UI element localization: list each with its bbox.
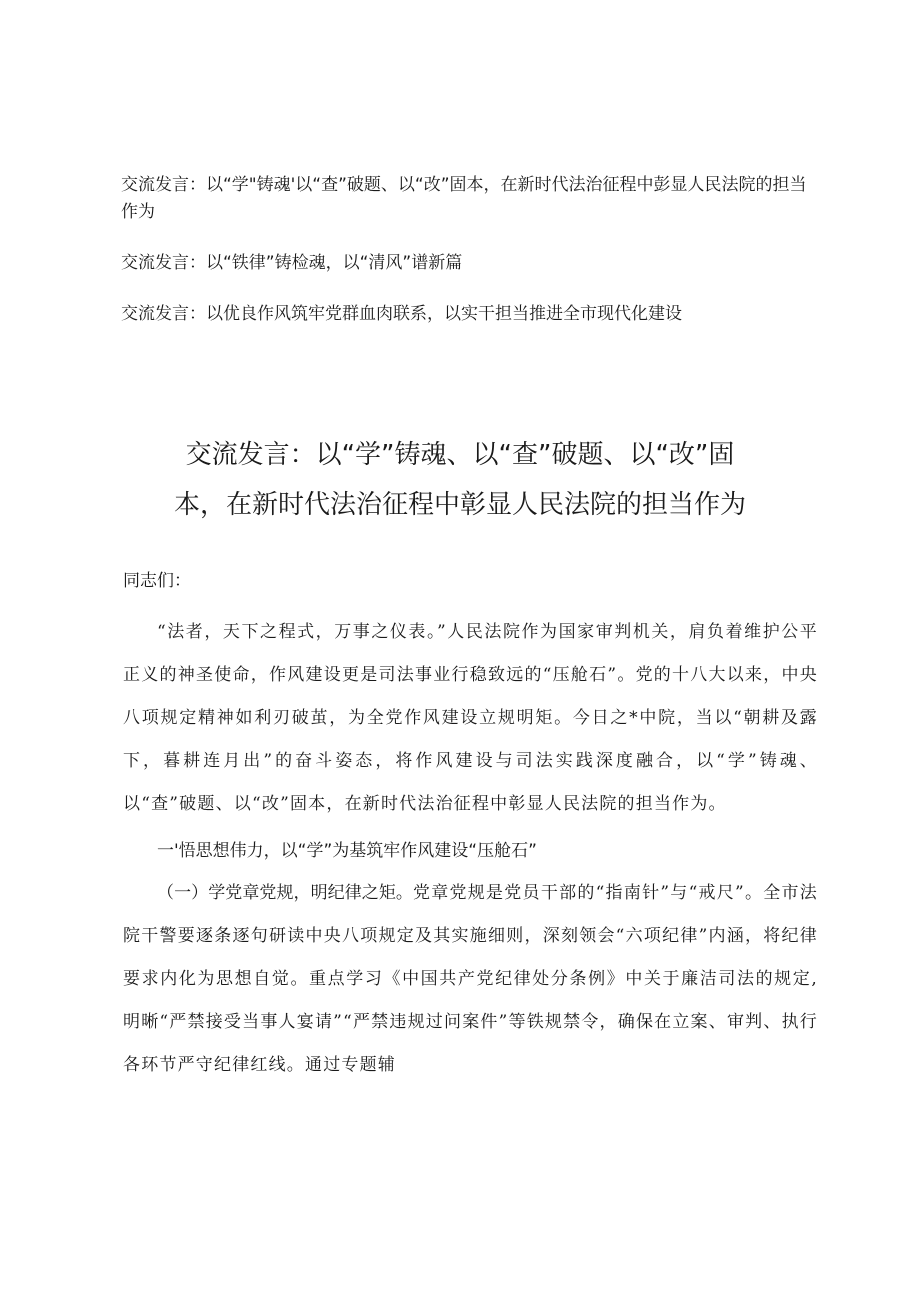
subsection-paragraph-1 [123, 872, 818, 1087]
subsection-heading-1: （一）学党章党规，明纪律之矩。 [157, 883, 413, 903]
related-article-1[interactable]: 交流发言：以“学"铸魂'以“查”破题、以“改”固本，在新时代法治征程中彭显人民法院的担当作为 [121, 175, 807, 222]
document-title-line-1: 交流发言：以“学”铸魂、以“查”破题、以“改”固 [185, 440, 735, 470]
related-articles-list [121, 172, 811, 352]
related-article-2[interactable]: 交流发言：以“铁律”铸检魂，以“清风”谱新篇 [121, 253, 463, 273]
subsection-text-1: 党章党规是党员干部的“指南针”与“戒尺”。全市法院干警要逐条逐句研读中央八项规定及其实施细则，深刻领会“六项纪律”内涵，将纪律要求内化为思想自觉。重点学习《中国共产党纪律处分条例》中关于廉洁司法的规定,明晰“严禁接受当事人宴请”“严禁违规过问案件”等铁规禁令，确保在立案、审判、执行各环节严守纪律红线。通过专题辅 [123, 883, 818, 1075]
intro-paragraph: “法者，天下之程式，万事之仪表。”人民法院作为国家审判机关，肩负着维护公平正义的神圣使命，作风建设更是司法事业行稳致远的“压舱石”。党的十八大以来，中央八项规定精神如利刃破茧，为全党作风建设立规明矩。今日之*中院，当以“朝耕及露下，暮耕连月出”的奋斗姿态，将作风建设与司法实践深度融合，以“学”铸魂、以“查”破题、以“改”固本，在新时代法治征程中彰显人民法院的担当作为。 [123, 622, 818, 814]
document-title-line-2: 本，在新时代法治征程中彰显人民法院的担当作为 [173, 490, 746, 520]
salutation: 同志们： [123, 571, 191, 591]
related-article-3[interactable]: 交流发言：以优良作风筑牢党群血肉联系，以实干担当推进全市现代化建设 [121, 304, 682, 324]
document-body [123, 568, 818, 1087]
document-title [130, 430, 790, 530]
section-heading-1: 一'悟思想伟力，以“学”为基筑牢作风建设“压舱石” [157, 841, 537, 861]
